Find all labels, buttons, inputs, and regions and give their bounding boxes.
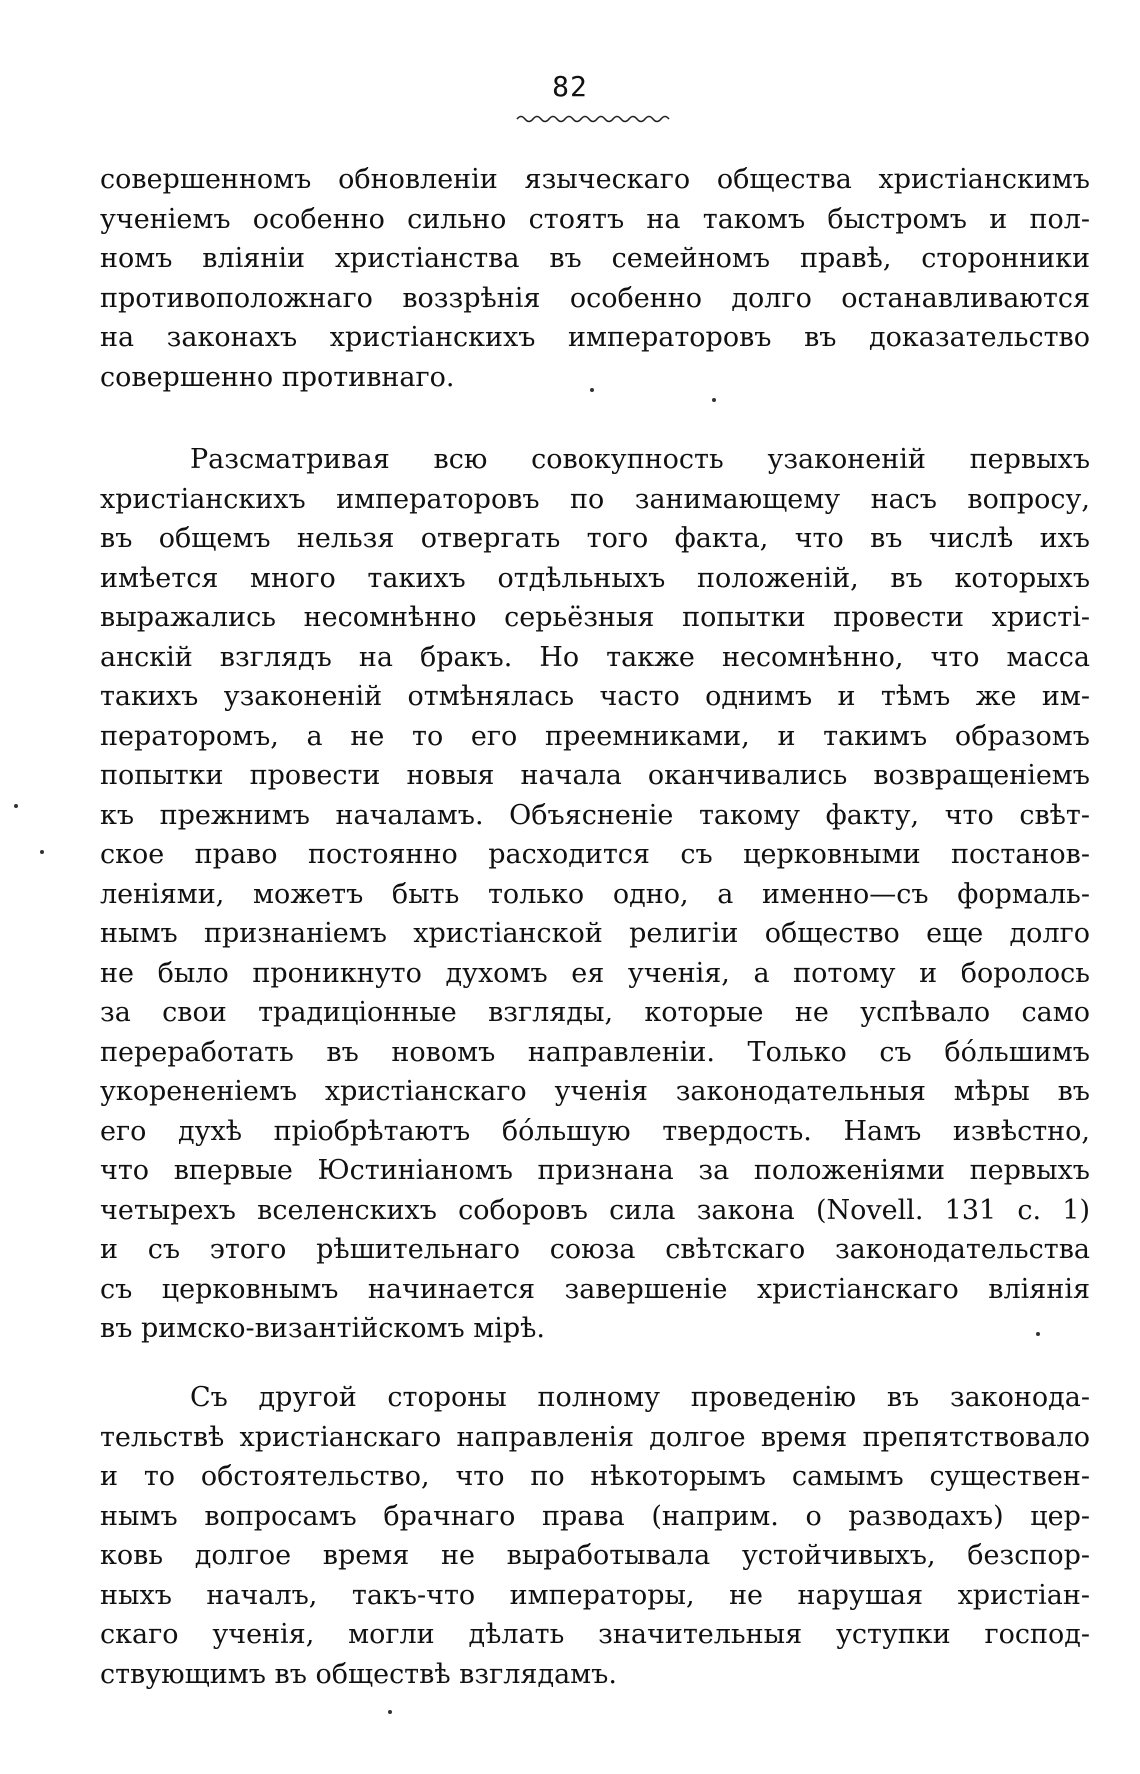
text-line: въ римско-византійскомъ мірѣ. — [100, 1313, 545, 1344]
text-line: номъ вліяніи христіанства въ семейномъ правѣ, сторонники — [100, 243, 1090, 274]
text-line: имѣется много такихъ отдѣльныхъ положеній, въ которыхъ — [100, 562, 1090, 594]
text-line: совершенно противнаго. — [100, 361, 455, 393]
text-line: совершенномъ обновленіи языческаго общества христіанскимъ — [100, 164, 1090, 195]
text-line: что впервые Юстиніаномъ признана за положеніями первыхъ — [100, 1155, 1090, 1186]
paragraph-3 — [100, 1378, 1090, 1694]
text-line: ныхъ началъ, такъ-что императоры, не нарушая христіан- — [100, 1579, 1090, 1611]
text-line: выражались несомнѣнно серьёзныя попытки провести христі- — [100, 602, 1090, 633]
wavy-rule-ornament — [515, 112, 675, 126]
text-line: за свои традиціонные взгляды, которые не успѣвало само — [100, 997, 1090, 1028]
text-line: ператоромъ, а не то его преемниками, и такимъ образомъ — [100, 720, 1090, 752]
text-line: ствующимъ въ обществѣ взглядамъ. — [100, 1658, 617, 1690]
text-line: къ прежнимъ началамъ. Объясненіе такому факту, что свѣт- — [100, 799, 1090, 831]
text-line: тельствѣ христіанскаго направленія долгое время препятствовало — [100, 1421, 1090, 1453]
text-line: попытки провести новыя начала оканчивались возвращеніемъ — [100, 760, 1090, 791]
text-line: его духѣ пріобрѣтаютъ бо́льшую твердость. Намъ извѣстно, — [100, 1115, 1090, 1147]
text-line: и съ этого рѣшительнаго союза свѣтскаго законодательства — [100, 1234, 1090, 1265]
text-line: на законахъ христіанскихъ императоровъ въ доказательство — [100, 322, 1090, 353]
text-line: съ церковнымъ начинается завершеніе христіанскаго вліянія — [100, 1273, 1090, 1305]
text-line: Съ другой стороны полному проведенію въ законода- — [190, 1382, 1090, 1413]
text-line: скаго ученія, могли дѣлать значительныя уступки господ- — [100, 1619, 1090, 1650]
text-line: ковь долгое время не выработывала устойчивыхъ, безспор- — [100, 1540, 1090, 1571]
scan-speck — [388, 1710, 392, 1714]
scan-speck — [1036, 1332, 1040, 1336]
text-line: ученіемъ особенно сильно стоятъ на такомъ быстромъ и пол- — [100, 203, 1090, 235]
scan-speck — [40, 850, 44, 854]
text-line: не было проникнуто духомъ ея ученія, а потому и боролось — [100, 957, 1090, 989]
text-line: укорененіемъ христіанскаго ученія законодательныя мѣры въ — [100, 1076, 1090, 1107]
page-number: 82 — [552, 70, 588, 103]
text-line: нымъ вопросамъ брачнаго права (наприм. о разводахъ) цер- — [100, 1500, 1090, 1532]
text-line: и то обстоятельство, что по нѣкоторымъ самымъ существен- — [100, 1461, 1090, 1492]
text-line: противоположнаго воззрѣнія особенно долго останавливаются — [100, 282, 1090, 314]
text-line: такихъ узаконеній отмѣнялась часто однимъ и тѣмъ же им- — [100, 681, 1090, 712]
paragraph-2 — [100, 440, 1090, 1349]
text-line: въ общемъ нельзя отвергать того факта, что въ числѣ ихъ — [100, 523, 1090, 554]
text-line: христіанскихъ императоровъ по занимающему насъ вопросу, — [100, 483, 1090, 515]
text-line: леніями, можетъ быть только одно, а именно—съ формаль- — [100, 878, 1090, 910]
text-line: четырехъ вселенскихъ соборовъ сила закона (Novell. 131 с. 1) — [100, 1194, 1090, 1226]
text-line: переработать въ новомъ направленіи. Только съ бо́льшимъ — [100, 1036, 1090, 1068]
text-line: ское право постоянно расходится съ церковными постанов- — [100, 839, 1090, 870]
text-line: анскій взглядъ на бракъ. Но также несомнѣнно, что масса — [100, 641, 1090, 673]
scan-speck — [590, 388, 594, 392]
scan-speck — [712, 398, 716, 402]
text-line: Разсматривая всю совокупность узаконеній первыхъ — [190, 444, 1090, 475]
text-line: нымъ признаніемъ христіанской религіи общество еще долго — [100, 918, 1090, 949]
paragraph-1 — [100, 160, 1090, 397]
scan-speck — [14, 804, 18, 808]
